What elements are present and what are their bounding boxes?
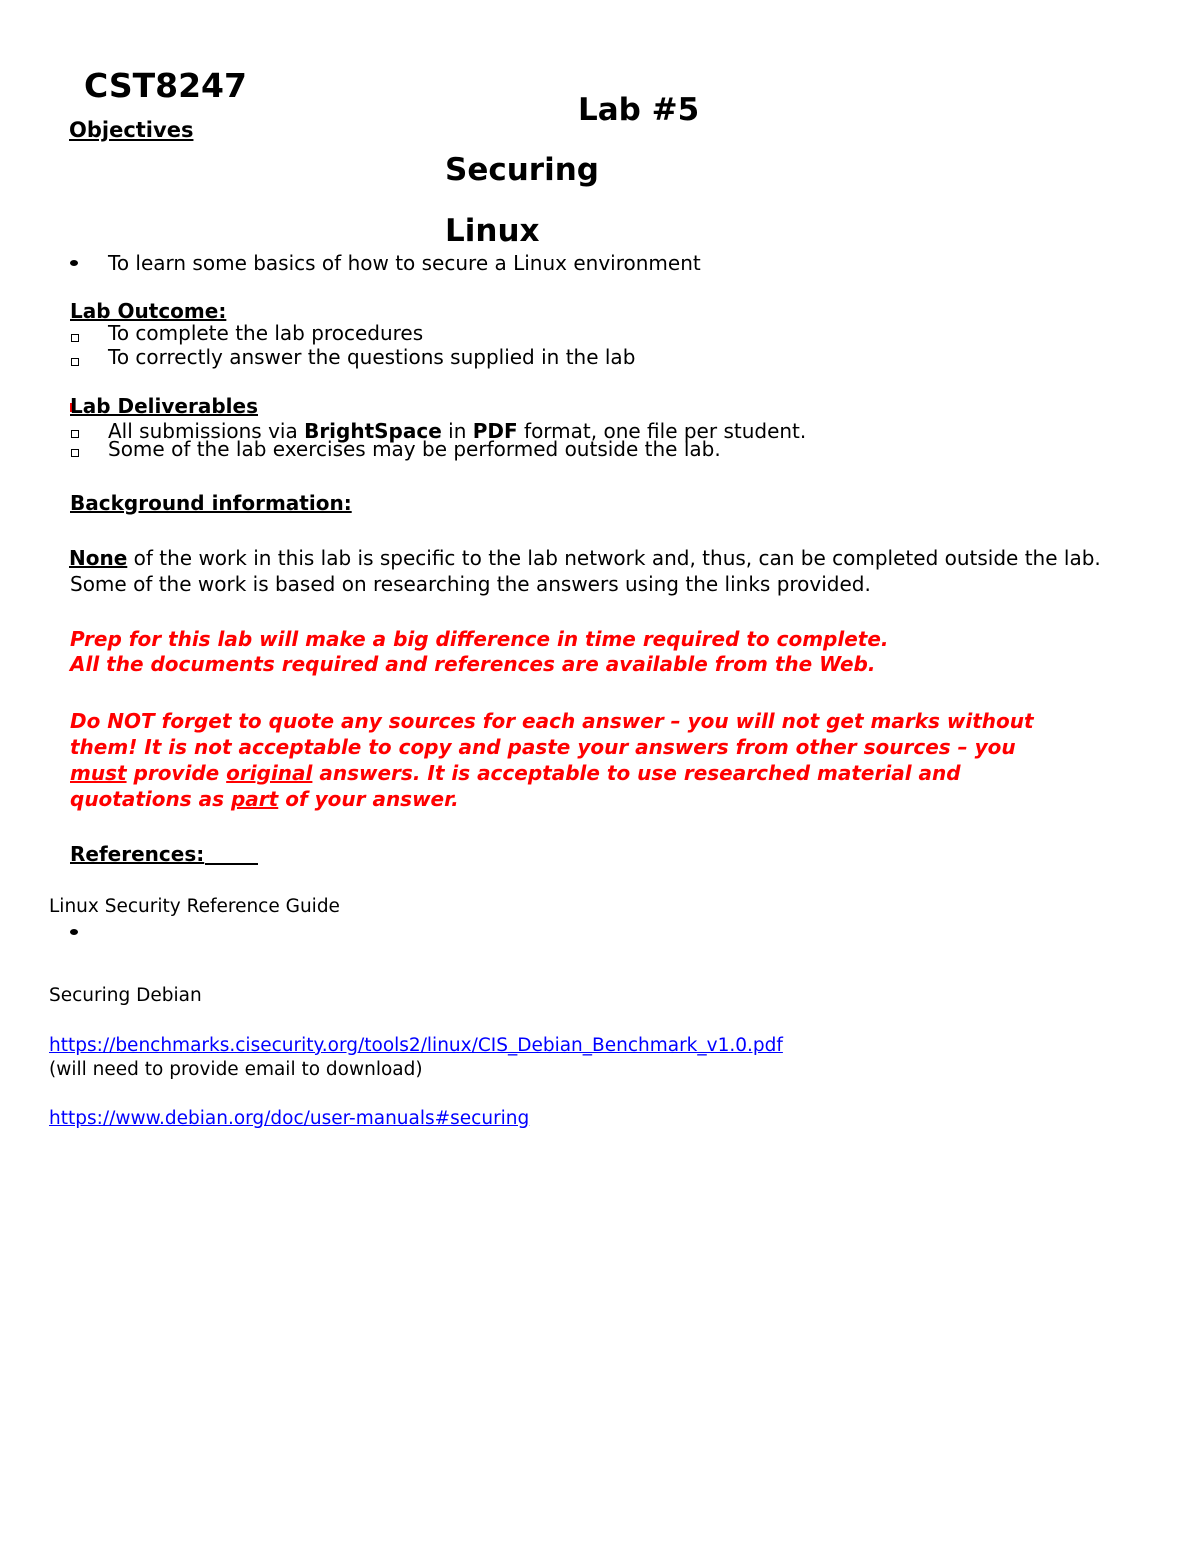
link-note: (will need to provide email to download) xyxy=(49,1059,423,1080)
background-paragraph-2: Some of the work is based on researching the answers using the links provided. xyxy=(70,572,871,596)
deliverable-item-2: Some of the lab exercises may be performed outside the lab. xyxy=(108,437,721,461)
lab-title: Lab #5 xyxy=(578,92,700,128)
must-emphasis: must xyxy=(70,761,127,785)
background-text: of the work in this lab is specific to the lab network and, thus, can be completed outside the lab. xyxy=(127,546,1101,570)
warning-text: provide xyxy=(126,761,227,785)
subtitle-securing: Securing xyxy=(445,152,599,188)
sources-warning-line-4 xyxy=(70,787,459,811)
objectives-heading: Objectives xyxy=(69,118,194,142)
references-heading: References: xyxy=(70,842,205,866)
securing-debian-label: Securing Debian xyxy=(49,985,202,1006)
prep-warning-line-2: All the documents required and references are available from the Web. xyxy=(70,652,876,676)
objective-item: To learn some basics of how to secure a Linux environment xyxy=(108,251,701,275)
outcome-item-2: To correctly answer the questions supplied in the lab xyxy=(108,345,636,369)
deliverable-text: All submissions via xyxy=(108,419,305,443)
warning-text: answers. It is acceptable to use researched material and xyxy=(312,761,961,785)
sources-warning-line-3 xyxy=(70,761,961,785)
brightspace-label: BrightSpace xyxy=(304,419,442,443)
sources-warning-line-2: them! It is not acceptable to copy and paste your answers from other sources – you xyxy=(70,735,1016,759)
warning-text: of your answer. xyxy=(278,787,459,811)
subtitle-linux: Linux xyxy=(445,213,540,249)
checkbox-icon xyxy=(71,334,79,342)
references-underline xyxy=(205,863,258,865)
checkbox-icon xyxy=(71,430,79,438)
none-emphasis: None xyxy=(69,546,128,570)
checkbox-icon xyxy=(71,449,79,457)
bullet-icon xyxy=(70,260,78,266)
background-paragraph-1 xyxy=(69,546,1101,570)
cis-benchmark-link[interactable]: https://benchmarks.cisecurity.org/tools2/linux/CIS_Debian_Benchmark_v1.0.pdf xyxy=(49,1035,783,1056)
reference-guide-label: Linux Security Reference Guide xyxy=(49,896,340,917)
prep-warning-line-1: Prep for this lab will make a big difference in time required to complete. xyxy=(70,627,889,651)
background-heading: Background information: xyxy=(70,491,352,515)
outcome-item-1: To complete the lab procedures xyxy=(108,321,424,345)
warning-text: quotations as xyxy=(70,787,231,811)
deliverables-heading: Lab Deliverables xyxy=(70,394,258,418)
deliverable-text: in xyxy=(441,419,473,443)
part-emphasis: part xyxy=(230,787,279,811)
sources-warning-line-1: Do NOT forget to quote any sources for each answer – you will not get marks without xyxy=(70,709,1034,733)
deliverable-text: format, one file per student. xyxy=(517,419,807,443)
debian-manuals-link[interactable]: https://www.debian.org/doc/user-manuals#securing xyxy=(49,1108,530,1129)
outcome-heading: Lab Outcome: xyxy=(70,299,227,323)
checkbox-icon xyxy=(71,358,79,366)
pdf-label: PDF xyxy=(472,419,518,443)
original-emphasis: original xyxy=(226,761,313,785)
course-code: CST8247 xyxy=(84,66,247,105)
bullet-icon xyxy=(70,929,78,935)
